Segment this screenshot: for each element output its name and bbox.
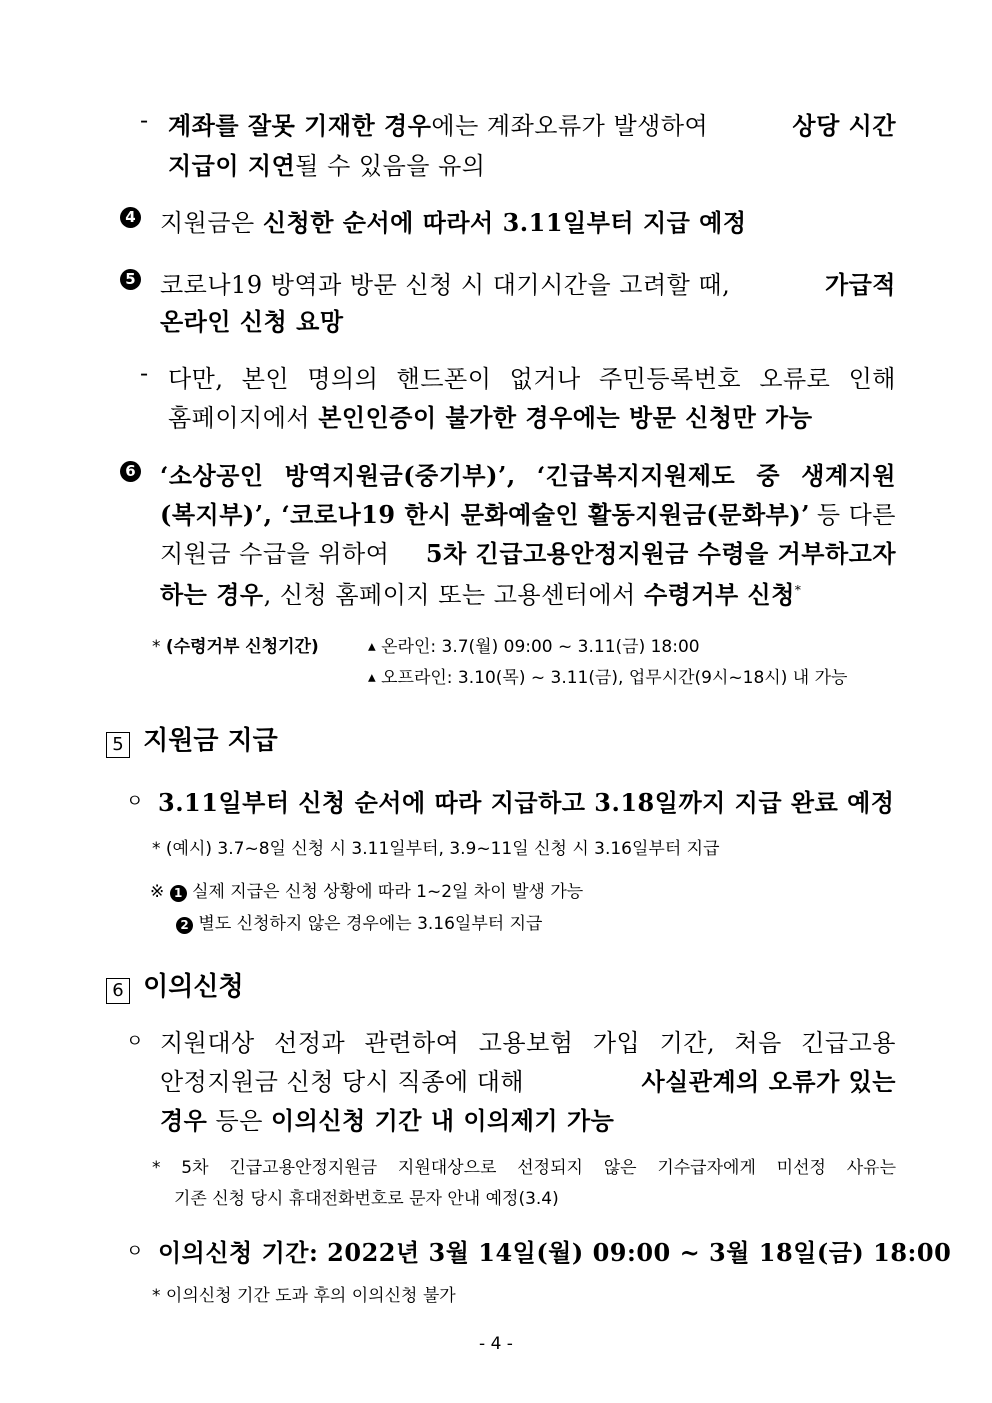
section-5-heading — [106, 720, 278, 758]
dash-marker: - — [140, 106, 149, 134]
reference-note-2 — [176, 909, 542, 934]
bold-text: 본인인증이 불가한 경우에는 방문 신청만 가능 — [318, 403, 813, 432]
number-4-icon: 4 — [120, 207, 141, 228]
section-title: 이의신청 — [143, 972, 244, 1002]
text: 지원금은 — [160, 209, 263, 237]
bold-text: 사실관계의 오류가 있는 — [641, 1067, 896, 1096]
text: 될 수 있음을 유의 — [295, 152, 486, 180]
objection-line3 — [160, 1101, 614, 1136]
bold-text: 계좌를 잘못 기재한 경우 — [168, 111, 432, 140]
bold-text: 이의신청 기간: 2022년 3월 14일(월) 09:00 ~ 3월 18일(금) 18:00 — [158, 1238, 952, 1267]
item-6-marker — [120, 461, 141, 482]
text: 등은 — [207, 1107, 272, 1135]
reference-mark: ※ — [150, 882, 165, 902]
text: 별도 신청하지 않은 경우에는 3.16일부터 지급 — [198, 914, 543, 934]
bold-text: ‘소상공인 방역지원금(중기부)’, ‘긴급복지지원제도 중 생계지원 — [160, 461, 896, 490]
unselected-note-line1: * 5차 긴급고용안정지원금 지원대상으로 선정되지 않은 기수급자에게 미선정 사유는 — [152, 1158, 896, 1178]
number-2-icon: 2 — [176, 917, 193, 934]
dash-marker: - — [140, 359, 149, 387]
text: 등 다른 — [816, 501, 896, 529]
bold-text: 하는 경우 — [160, 580, 264, 609]
item-5-line1 — [160, 265, 896, 300]
item-6-line2 — [160, 495, 896, 530]
circle-bullet-icon: ㅇ — [126, 1241, 144, 1262]
objection-deadline-note: * 이의신청 기간 도과 후의 이의신청 불가 — [152, 1286, 456, 1306]
exception-line1: 다만, 본인 명의의 핸드폰이 없거나 주민등록번호 오류로 인해 — [168, 365, 896, 393]
item-4-marker — [120, 207, 141, 228]
page-number: - 4 - — [479, 1334, 513, 1354]
account-error-line2 — [168, 146, 485, 181]
item-5-marker — [120, 269, 141, 290]
bold-text: 수령거부 신청 — [643, 580, 795, 609]
item-6-line4 — [160, 575, 801, 610]
unselected-note-line2: 기존 신청 당시 휴대전화번호로 문자 안내 예정(3.4) — [174, 1189, 559, 1209]
triangle-bullet-icon: ▲ — [368, 672, 376, 684]
circle-bullet-icon: ㅇ — [126, 1031, 144, 1052]
bold-text: 상당 시간 — [792, 111, 896, 140]
bold-text: 가급적 — [824, 270, 896, 299]
section-title: 지원금 지급 — [143, 726, 278, 756]
number-5-icon: 5 — [120, 269, 141, 290]
refusal-note-label — [152, 632, 319, 657]
text: 코로나19 방역과 방문 신청 시 대기시간을 고려할 때, — [160, 271, 731, 299]
bold-text: 신청한 순서에 따라서 3.11일부터 지급 예정 — [262, 208, 747, 237]
bold-text: 온라인 신청 요망 — [160, 307, 344, 336]
item-6-line3 — [160, 534, 896, 569]
objection-line2 — [160, 1062, 896, 1097]
reference-note-1 — [150, 877, 583, 902]
bold-text: 5차 긴급고용안정지원금 수령을 거부하고자 — [425, 539, 896, 568]
section-number-box: 6 — [106, 978, 130, 1004]
text: 에는 계좌오류가 발생하여 — [431, 112, 709, 140]
bold-text: (복지부)’, ‘코로나19 한시 문화예술인 활동지원금(문화부)’ — [160, 500, 811, 529]
payment-example: * (예시) 3.7~8일 신청 시 3.11일부터, 3.9~11일 신청 시 3.16일부터 지급 — [152, 839, 720, 859]
account-error-line1 — [168, 106, 896, 141]
text: 실제 지급은 신청 상황에 따라 1~2일 차이 발생 가능 — [192, 882, 584, 902]
bold-text: 지급이 지연 — [168, 151, 296, 180]
bold-text: 경우 — [160, 1106, 208, 1135]
refusal-online-period — [368, 632, 700, 657]
text: 홈페이지에서 — [168, 404, 319, 432]
text: 온라인: 3.7(월) 09:00 ~ 3.11(금) 18:00 — [381, 637, 700, 657]
footnote-mark: * — [794, 583, 802, 597]
bold-text: (수령거부 신청기간) — [165, 637, 319, 657]
number-1-icon: 1 — [170, 885, 187, 902]
text: , 신청 홈페이지 또는 고용센터에서 — [263, 581, 644, 609]
item-6-line1 — [160, 456, 896, 491]
bold-text: 이의신청 기간 내 이의제기 가능 — [271, 1106, 615, 1135]
section-6-heading — [106, 966, 244, 1004]
exception-line2 — [168, 398, 813, 433]
section-number-box: 5 — [106, 732, 130, 758]
triangle-bullet-icon: ▲ — [368, 641, 376, 653]
bold-text: 3.11일부터 신청 순서에 따라 지급하고 3.18일까지 지급 완료 예정 — [158, 788, 895, 817]
number-6-icon: 6 — [120, 461, 141, 482]
item-4-text — [160, 203, 747, 238]
circle-bullet-icon: ㅇ — [126, 791, 144, 812]
objection-line1: 지원대상 선정과 관련하여 고용보험 가입 기간, 처음 긴급고용 — [160, 1029, 896, 1057]
asterisk: * — [152, 637, 161, 657]
refusal-offline-period — [368, 663, 847, 688]
text: 안정지원금 신청 당시 직종에 대해 — [160, 1068, 525, 1096]
text: 오프라인: 3.10(목) ~ 3.11(금), 업무시간(9시~18시) 내 가능 — [381, 668, 848, 688]
item-5-line2 — [160, 302, 344, 337]
objection-period — [158, 1233, 951, 1268]
payment-schedule — [158, 783, 894, 818]
text: 지원금 수급을 위하여 — [160, 540, 390, 568]
